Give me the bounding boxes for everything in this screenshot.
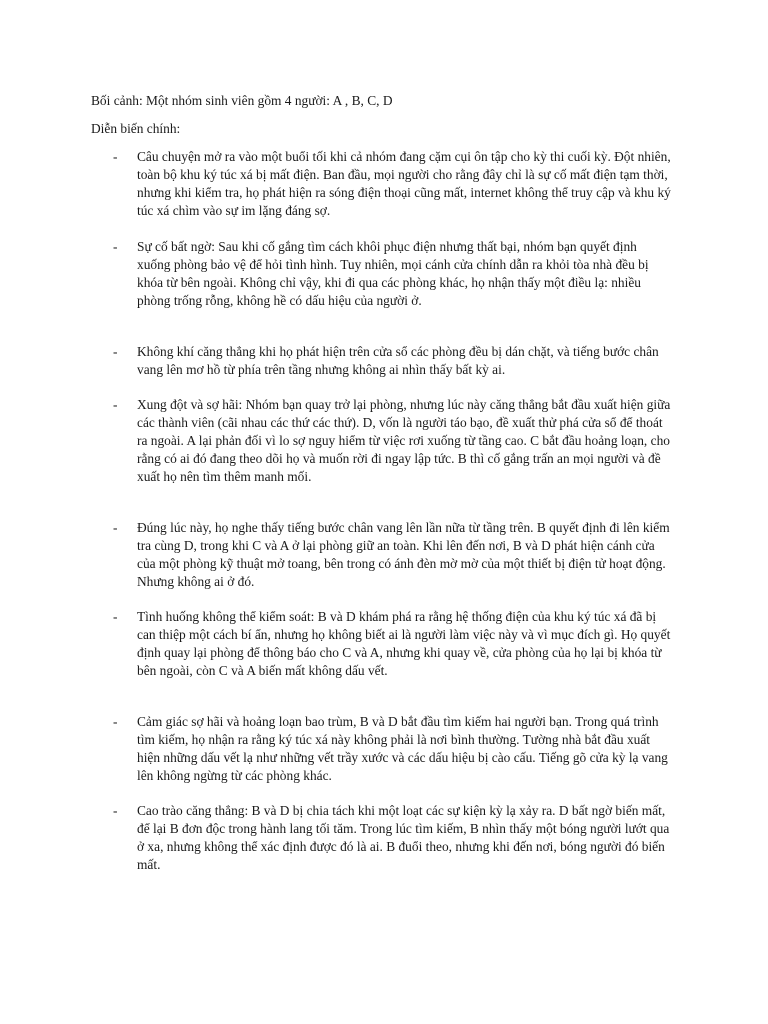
list-item-text: Sự cố bất ngờ: Sau khi cố gắng tìm cách khôi phục điện nhưng thất bại, nhóm bạn quyết định xuống phòng bảo vệ để hỏi tình hình. Tuy nhiên, mọi cánh cửa chính dẫn ra khỏi tòa nhà đều bị khóa từ bên ngoài. Không chỉ vậy, khi đi qua các phòng khác, họ nhận thấy một điều lạ: nhiều phòng trống rỗng, không hề có dấu hiệu của người ở. (137, 239, 649, 308)
bullet-dash: - (113, 609, 118, 624)
list-item-text: Cao trào căng thẳng: B và D bị chia tách khi một loạt các sự kiện kỳ lạ xảy ra. D bất ngờ biến mất, để lại B đơn độc trong hành lang tối tăm. Trong lúc tìm kiếm, B nhìn thấy một bóng người lướt qua ở xa, nhưng không thể xác định được đó là ai. B đuổi theo, nhưng khi đến nơi, bóng người đó biến mất. (137, 803, 670, 872)
context-line: Bối cảnh: Một nhóm sinh viên gồm 4 người: A , B, C, D (91, 93, 393, 108)
list-item-text: Tình huống không thể kiểm soát: B và D khám phá ra rằng hệ thống điện của khu ký túc xá đã bị can thiệp một cách bí ẩn, nhưng họ không biết ai là người làm việc này và vì mục đích gì. Họ quyết định quay lại phòng để thông báo cho C và A, nhưng khi quay về, cửa phòng của họ lại bị khóa từ bên ngoài, còn C và A biến mất không dấu vết. (137, 609, 671, 678)
bullet-dash: - (113, 397, 118, 412)
bullet-dash: - (113, 803, 118, 818)
bullet-dash: - (113, 239, 118, 254)
main-heading: Diễn biến chính: (91, 121, 181, 136)
bullet-dash: - (113, 149, 118, 164)
list-item-text: Xung đột và sợ hãi: Nhóm bạn quay trở lại phòng, nhưng lúc này căng thẳng bắt đầu xuất hiện giữa các thành viên (cãi nhau các thứ các thứ). D, vốn là người táo bạo, đề xuất thử phá cửa sổ để thoát ra ngoài. A lại phản đối vì lo sợ nguy hiểm từ việc rơi xuống từ tầng cao. C bắt đầu hoảng loạn, cho rằng có ai đó đang theo dõi họ và muốn rời đi ngay lập tức. B thì cố gắng trấn an mọi người và đề xuất họ nên tìm thêm manh mối. (137, 397, 671, 484)
list-item-text: Đúng lúc này, họ nghe thấy tiếng bước chân vang lên lần nữa từ tầng trên. B quyết định đi lên kiểm tra cùng D, trong khi C và A ở lại phòng giữ an toàn. Khi lên đến nơi, B và D phát hiện cánh cửa của một phòng kỹ thuật mở toang, bên trong có ánh đèn mờ mờ của một thiết bị điện tử hoạt động. Nhưng không ai ở đó. (137, 520, 670, 589)
list-item-text: Cảm giác sợ hãi và hoảng loạn bao trùm, B và D bắt đầu tìm kiếm hai người bạn. Trong quá trình tìm kiếm, họ nhận ra rằng ký túc xá này không phải là nơi bình thường. Tường nhà bắt đầu xuất hiện những dấu vết lạ như những vết trầy xước và các dấu hiệu bị cào cấu. Tiếng gõ cửa kỳ lạ vang lên không ngừng từ các phòng khác. (137, 714, 668, 783)
bullet-dash: - (113, 344, 118, 359)
bullet-dash: - (113, 714, 118, 729)
list-item-text: Không khí căng thẳng khi họ phát hiện trên cửa sổ các phòng đều bị dán chặt, và tiếng bước chân vang lên mơ hồ từ phía trên tầng nhưng không ai nhìn thấy bất kỳ ai. (137, 344, 659, 377)
bullet-dash: - (113, 520, 118, 535)
list-item-text: Câu chuyện mở ra vào một buổi tối khi cả nhóm đang cặm cụi ôn tập cho kỳ thi cuối kỳ. Đột nhiên, toàn bộ khu ký túc xá bị mất điện. Ban đầu, mọi người cho rằng đây chỉ là sự cố mất điện tạm thời, nhưng khi kiểm tra, họ phát hiện ra sóng điện thoại cũng mất, internet không thể truy cập và khu ký túc xá chìm vào sự im lặng đáng sợ. (137, 149, 671, 218)
